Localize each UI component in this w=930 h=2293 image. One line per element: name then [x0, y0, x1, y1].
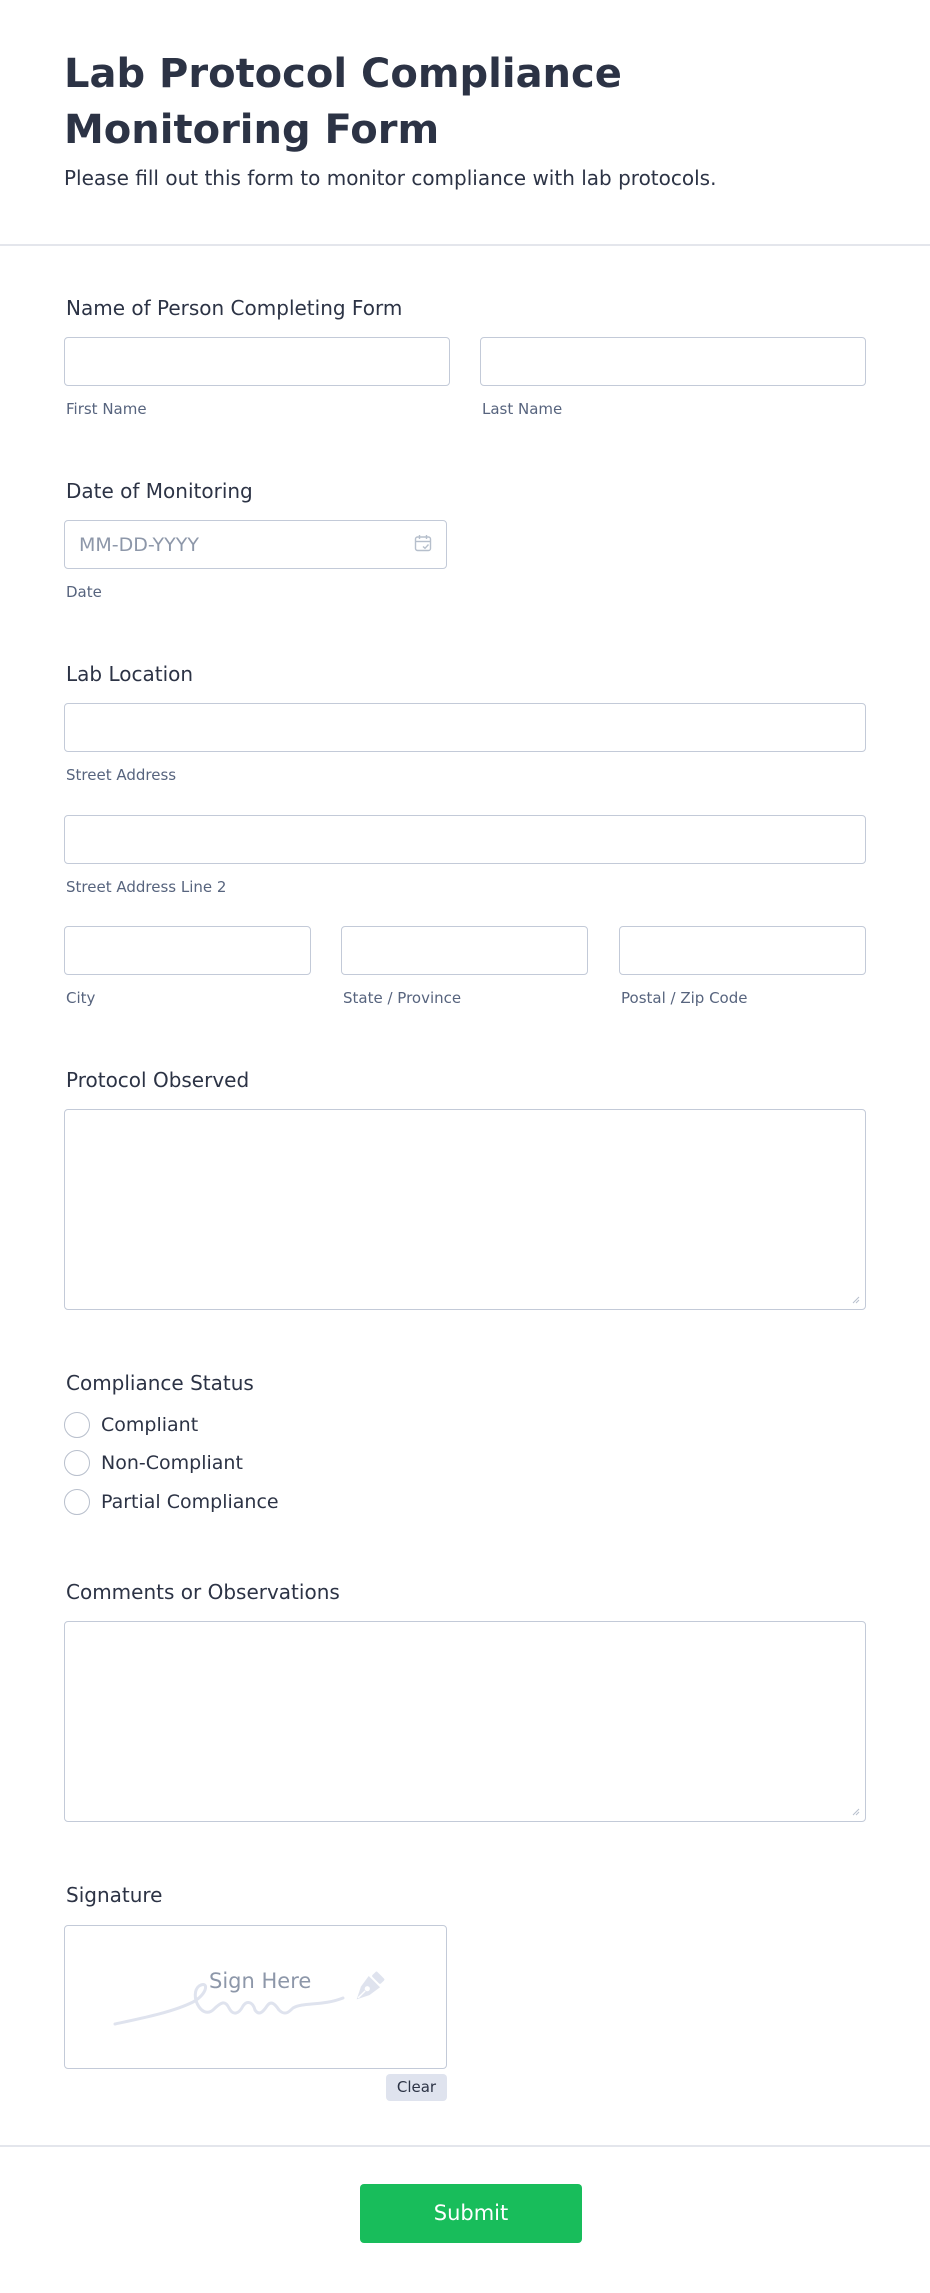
resize-grip-icon[interactable]	[852, 1808, 860, 1816]
name-label: Name of Person Completing Form	[66, 296, 403, 320]
signature-label: Signature	[66, 1883, 163, 1907]
zip-input[interactable]	[619, 926, 866, 975]
radio-button[interactable]	[64, 1489, 90, 1515]
radio-button[interactable]	[64, 1450, 90, 1476]
radio-option-compliant[interactable]	[64, 1412, 198, 1438]
zip-sublabel: Postal / Zip Code	[621, 989, 748, 1007]
last-name-input[interactable]	[480, 337, 866, 386]
pen-nib-icon	[348, 1968, 388, 2008]
street-address-line2-sublabel: Street Address Line 2	[66, 878, 227, 896]
radio-option-partial-compliance[interactable]	[64, 1489, 279, 1515]
form-title: Lab Protocol Compliance Monitoring Form	[64, 51, 622, 153]
protocol-label: Protocol Observed	[66, 1068, 250, 1092]
street-address-sublabel: Street Address	[66, 766, 177, 784]
state-sublabel: State / Province	[343, 989, 462, 1007]
radio-button[interactable]	[64, 1412, 90, 1438]
footer-divider	[0, 2145, 930, 2147]
form-subtitle: Please fill out this form to monitor compliance with lab protocols.	[64, 166, 717, 190]
clear-signature-button[interactable]: Clear	[386, 2074, 447, 2101]
city-input[interactable]	[64, 926, 311, 975]
radio-option-non-compliant[interactable]	[64, 1450, 243, 1476]
signature-pad[interactable]	[64, 1925, 447, 2069]
protocol-textarea[interactable]	[64, 1109, 866, 1310]
date-label: Date of Monitoring	[66, 479, 253, 503]
date-placeholder: MM-DD-YYYY	[79, 533, 199, 556]
date-sublabel: Date	[66, 583, 102, 601]
radio-label: Compliant	[101, 1414, 199, 1436]
sign-here-text: Sign Here	[209, 1969, 312, 1993]
submit-button[interactable]: Submit	[360, 2184, 582, 2243]
resize-grip-icon[interactable]	[852, 1296, 860, 1304]
radio-label: Non-Compliant	[101, 1452, 243, 1474]
comments-textarea[interactable]	[64, 1621, 866, 1822]
street-address-input[interactable]	[64, 703, 866, 752]
address-label: Lab Location	[66, 662, 194, 686]
street-address-line2-input[interactable]	[64, 815, 866, 864]
state-input[interactable]	[341, 926, 588, 975]
first-name-input[interactable]	[64, 337, 450, 386]
city-sublabel: City	[66, 989, 96, 1007]
form-header	[0, 0, 930, 246]
last-name-sublabel: Last Name	[482, 400, 563, 418]
radio-label: Partial Compliance	[101, 1491, 279, 1513]
calendar-icon[interactable]	[414, 534, 432, 556]
first-name-sublabel: First Name	[66, 400, 147, 418]
comments-label: Comments or Observations	[66, 1580, 340, 1604]
date-input[interactable]	[64, 520, 447, 569]
compliance-label: Compliance Status	[66, 1371, 254, 1395]
